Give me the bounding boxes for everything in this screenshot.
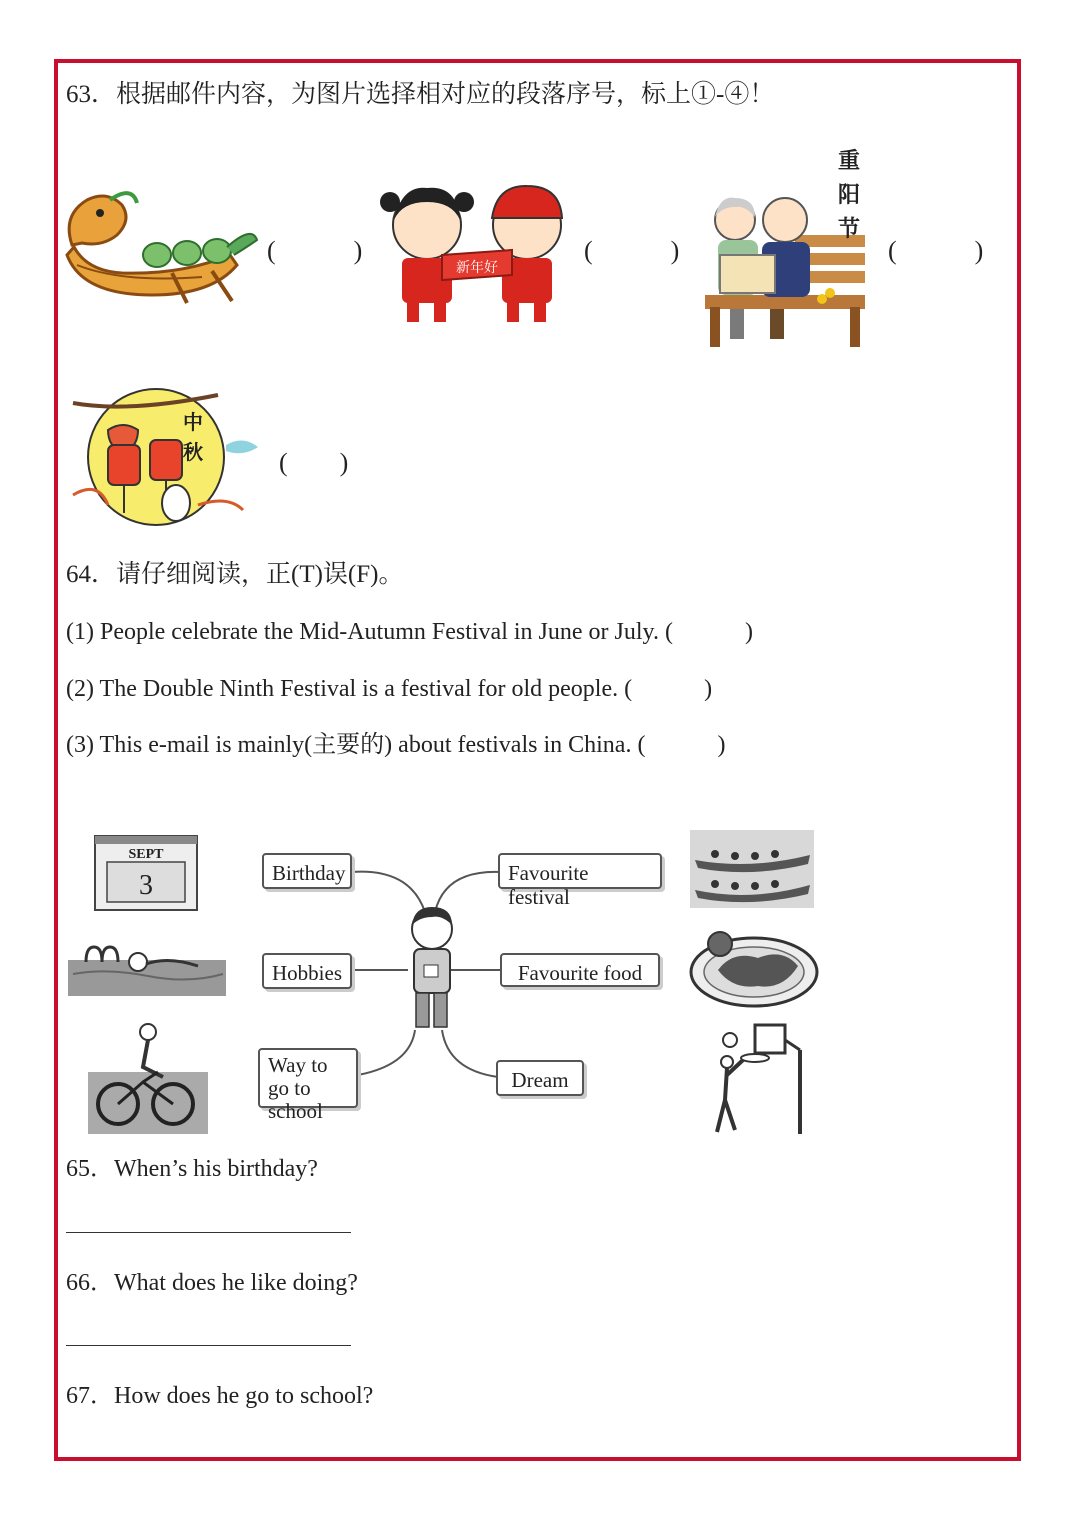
q64-prompt: 64．请仔细阅读，正(T)误(F)。	[66, 561, 404, 588]
food-plate-image	[688, 930, 820, 1008]
q67-prompt: 67．How does he go to school?	[66, 1383, 374, 1409]
boy-image	[402, 905, 460, 1033]
calendar-month: SEPT	[128, 847, 164, 862]
q65-answer-line[interactable]	[66, 1232, 351, 1233]
mid-autumn-label: 中秋	[183, 410, 203, 464]
map-box-hobbies: Hobbies	[262, 953, 352, 989]
q64-item-3[interactable]: (3) This e-mail is mainly(主要的) about festivals in China. ( )	[66, 732, 726, 758]
map-box-way-to-school: Way to go to school	[258, 1048, 358, 1108]
double-ninth-vertical-label: 重阳节	[837, 149, 860, 242]
map-box-birthday: Birthday	[262, 853, 352, 889]
q66-answer-line[interactable]	[66, 1345, 351, 1346]
q63-answer-blank-1[interactable]: ( )	[267, 236, 363, 265]
swimming-image	[68, 942, 226, 996]
q63-answer-blank-3[interactable]: ( )	[888, 236, 984, 265]
calendar-day: 3	[139, 870, 153, 901]
q65-prompt: 65．When’s his birthday?	[66, 1156, 318, 1182]
map-box-dream: Dream	[496, 1060, 584, 1096]
q63-answer-blank-4[interactable]: ( )	[279, 448, 349, 477]
q66-prompt: 66．What does he like doing?	[66, 1270, 358, 1296]
q64-item-2[interactable]: (2) The Double Ninth Festival is a festival for old people. ( )	[66, 676, 713, 702]
calendar-image	[93, 832, 199, 912]
new-year-sign-text: 新年好	[456, 260, 498, 276]
q64-item-1[interactable]: (1) People celebrate the Mid-Autumn Festival in June or July. ( )	[66, 619, 753, 645]
cycling-image	[88, 1022, 208, 1134]
q63-prompt: 63．根据邮件内容，为图片选择相对应的段落序号，标上①-④！	[66, 81, 775, 108]
map-box-favourite-food: Favourite food	[500, 953, 660, 987]
map-box-favourite-festival: Favourite festival	[498, 853, 662, 889]
basketball-image	[705, 1020, 805, 1136]
q63-answer-blank-2[interactable]: ( )	[584, 236, 680, 265]
dragon-boat-race-image	[690, 830, 814, 908]
